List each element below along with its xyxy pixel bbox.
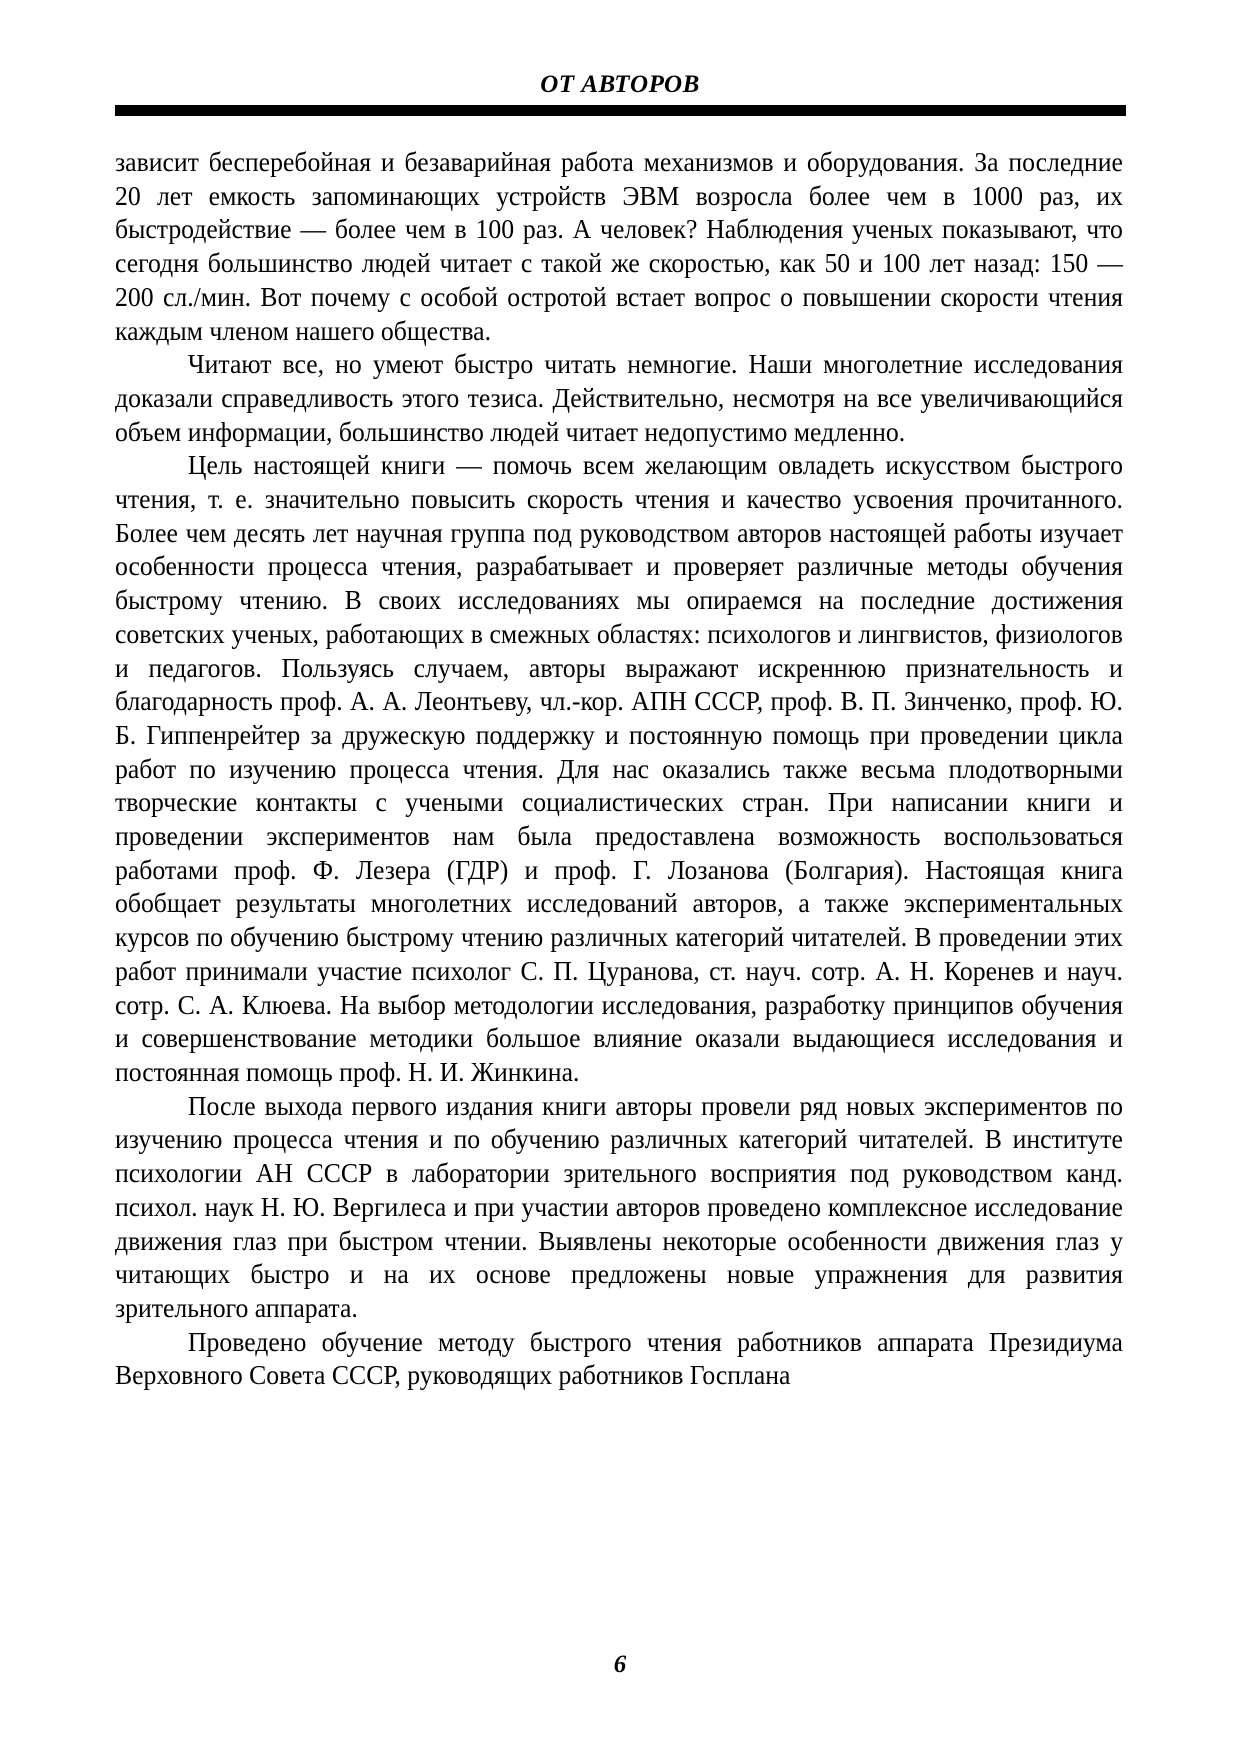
body-text [115,145,1123,1392]
running-head-title: ОТ АВТОРОВ [540,71,700,98]
paragraph-last: Проведено обучение методу быстрого чтения работников аппарата Президиума Верховного Совета СССР, руководящих работников Госплана [115,1325,1123,1391]
paragraph: Цель настоящей книги — помочь всем желающим овладеть искусством быстрого чтения, т. е. значительно повысить скорость чтения и качество усвоения прочитанного. Более чем десять лет научная группа под руководством авторов настоящей работы изучает особенности процесса чтения, разрабатывает и проверяет различные методы обучения быстрому чтению. В своих исследованиях мы опираемся на последние достижения советских ученых, работающих в смежных областях: психологов и лингвистов, физиологов и педагогов. Пользуясь случаем, авторы выражают искреннюю признательность и благодарность проф. А. А. Леонтьеву, чл.-кор. АПН СССР, проф. В. П. Зинченко, проф. Ю. Б. Гиппенрейтер за дружескую поддержку и постоянную помощь при проведении цикла работ по изучению процесса чтения. Для нас оказались также весьма плодотворными творческие контакты с учеными социалистических стран. При написании книги и проведении экспериментов нам была предоставлена возможность воспользоваться работами проф. Ф. Лезера (ГДР) и проф. Г. Лозанова (Болгария). Настоящая книга обобщает результаты многолетних исследований авторов, а также экспериментальных курсов по обучению быстрому чтению различных категорий читателей. В проведении этих работ принимали участие психолог С. П. Цуранова, ст. науч. сотр. А. Н. Коренев и науч. сотр. С. А. Клюева. На выбор методологии исследования, разработку принципов обучения и совершенствование методики большое влияние оказали выдающиеся исследования и постоянная помощь проф. Н. И. Жинкина. [115,449,1123,1087]
header-rule-divider [115,105,1126,116]
paragraph-continuation: зависит бесперебойная и безаварийная работа механизмов и оборудования. За последние 20 лет емкость запоминающих устройств ЭВМ возросла более чем в 1000 раз, их быстродействие — более чем в 100 раз. А человек? Наблюдения ученых показывают, что сегодня большинство людей читает с такой же скоростью, как 50 и 100 лет назад: 150 — 200 сл./мин. Вот почему с особой остротой встает вопрос о повышении скорости чтения каждым членом нашего общества. [115,146,1123,346]
paragraph: После выхода первого издания книги авторы провели ряд новых экспериментов по изучению процесса чтения и по обучению различных категорий читателей. В институте психологии АН СССР в лаборатории зрительного восприятия под руководством канд. психол. наук Н. Ю. Вергилеса и при участии авторов проведено комплексное исследование движения глаз при быстром чтении. Выявлены некоторые особенности движения глаз у читающих быстро и на их основе предложены новые упражнения для развития зрительного аппарата. [115,1089,1123,1323]
paragraph: Читают все, но умеют быстро читать немногие. Наши многолетние исследования доказали справедливость этого тезиса. Действительно, несмотря на все увеличивающийся объем информации, большинство людей читает недопустимо медленно. [115,348,1123,447]
page-number: 6 [613,1651,627,1678]
